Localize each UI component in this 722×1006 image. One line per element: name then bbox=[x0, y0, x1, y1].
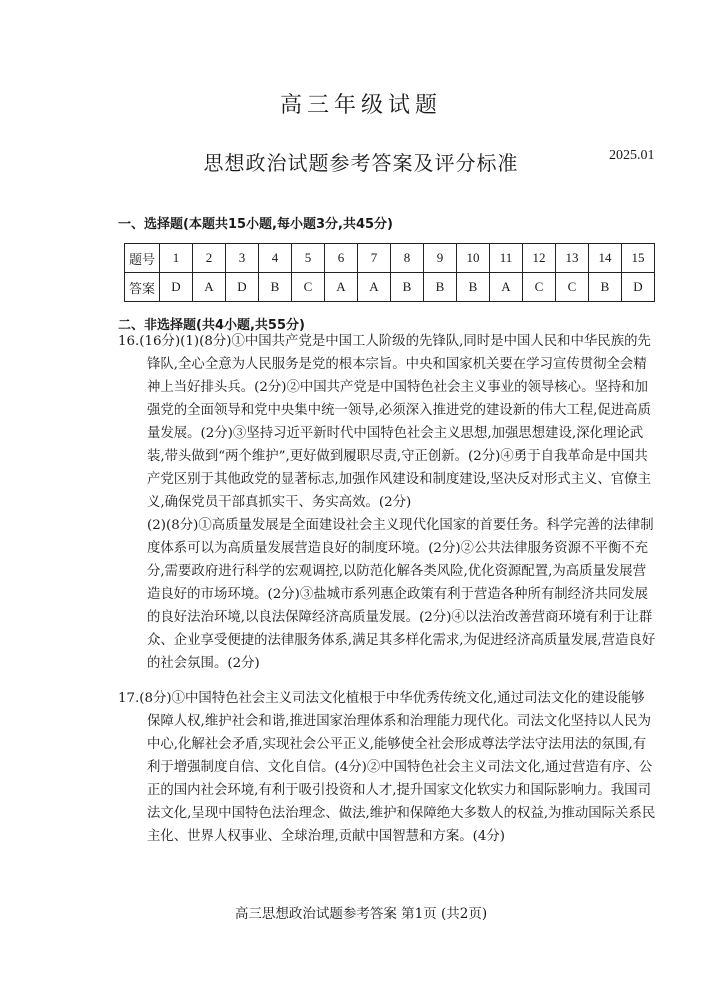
answer-cell: A bbox=[358, 273, 391, 302]
row-label-number: 题号 bbox=[125, 244, 160, 273]
question-16-answer bbox=[118, 330, 656, 675]
answer-cell: B bbox=[457, 273, 490, 302]
answer-cell: B bbox=[424, 273, 457, 302]
section2-heading: 二、非选择题(共4小题,共55分) bbox=[118, 318, 305, 333]
q-number-cell: 9 bbox=[424, 244, 457, 273]
answer-cell: B bbox=[589, 273, 622, 302]
q-number-cell: 13 bbox=[556, 244, 589, 273]
answer-cell: A bbox=[325, 273, 358, 302]
grade-title: 高三年级试题 bbox=[279, 93, 442, 118]
q-number-cell: 15 bbox=[622, 244, 655, 273]
question-17-answer bbox=[118, 687, 656, 848]
q-number-cell: 10 bbox=[457, 244, 490, 273]
document-date: 2025.01 bbox=[609, 148, 655, 163]
q-number-cell: 2 bbox=[193, 244, 226, 273]
section1-heading: 一、选择题(本题共15小题,每小题3分,共45分) bbox=[118, 217, 393, 232]
q-number-cell: 12 bbox=[523, 244, 556, 273]
answer-cell: D bbox=[622, 273, 655, 302]
answer-row bbox=[125, 273, 655, 302]
answer-cell: A bbox=[193, 273, 226, 302]
q17-text: 17.(8分)①中国特色社会主义司法文化植根于中华优秀传统文化,通过司法文化的建设能够保障人权,维护社会和谐,推进国家治理体系和治理能力现代化。司法文化坚持以人民为中心,化解社会矛盾,实现社会公平正义,能够使全社会形成尊法学法守法用法的氛围,有利于增强制度自信、文化自信。(4分)②中国特色社会主义司法文化,通过营造有序、公正的国内社会环境,有利于吸引投资和人才,提升国家文化软实力和国际影响力。我国司法文化,呈现中国特色法治理念、做法,维护和保障绝大多数人的权益,为推动国际关系民主化、世界人权事业、全球治理,贡献中国智慧和方案。(4分) bbox=[118, 691, 656, 844]
answer-cell: D bbox=[160, 273, 193, 302]
q-number-cell: 4 bbox=[259, 244, 292, 273]
answer-cell: D bbox=[226, 273, 259, 302]
q16-part2-text: (2)(8分)①高质量发展是全面建设社会主义现代化国家的首要任务。科学完善的法律制度体系可以为高质量发展营造良好的制度环境。(2分)②公共法律服务资源不平衡不充分,需要政府进行科学的宏观调控,以防范化解各类风险,优化资源配置,为高质量发展营造良好的市场环境。(2分)③盐城市系列惠企政策有利于营造各种所有制经济共同发展的良好法治环境,以良法保障经济高质量发展。(2分)④以法治改善营商环境有利于让群众、企业享受便捷的法律服务体系,满足其多样化需求,为促进经济高质量发展,营造良好的社会氛围。(2分) bbox=[147, 518, 656, 671]
q-number-cell: 7 bbox=[358, 244, 391, 273]
answer-cell: C bbox=[292, 273, 325, 302]
q-number-cell: 1 bbox=[160, 244, 193, 273]
answer-cell: C bbox=[523, 273, 556, 302]
answer-cell: A bbox=[490, 273, 523, 302]
q-number-cell: 3 bbox=[226, 244, 259, 273]
answer-cell: B bbox=[391, 273, 424, 302]
row-label-answer: 答案 bbox=[125, 273, 160, 302]
q-number-cell: 14 bbox=[589, 244, 622, 273]
answer-cell: B bbox=[259, 273, 292, 302]
q-number-cell: 5 bbox=[292, 244, 325, 273]
q16-part1-text: 16.(16分)(1)(8分)①中国共产党是中国工人阶级的先锋队,同时是中国人民和中华民族的先锋队,全心全意为人民服务是党的根本宗旨。中央和国家机关要在学习宣传贯彻全会精神上当好排头兵。(2分)②中国共产党是中国特色社会主义事业的领导核心。坚持和加强党的全面领导和党中央集中统一领导,必须深入推进党的建设新的伟大工程,促进高质量发展。(2分)③坚持习近平新时代中国特色社会主义思想,加强思想建设,深化理论武装,带头做到“两个维护”,更好做到履职尽责,守正创新。(2分)④勇于自我革命是中国共产党区别于其他政党的显著标志,加强作风建设和制度建设,坚决反对形式主义、官僚主义,确保党员干部真抓实干、务实高效。(2分) bbox=[118, 334, 651, 510]
answer-cell: C bbox=[556, 273, 589, 302]
answer-table bbox=[124, 243, 655, 302]
question-number-row bbox=[125, 244, 655, 273]
q-number-cell: 6 bbox=[325, 244, 358, 273]
page-footer: 高三思想政治试题参考答案 第1页 (共2页) bbox=[234, 906, 488, 922]
q-number-cell: 8 bbox=[391, 244, 424, 273]
q-number-cell: 11 bbox=[490, 244, 523, 273]
document-title: 思想政治试题参考答案及评分标准 bbox=[203, 151, 519, 175]
